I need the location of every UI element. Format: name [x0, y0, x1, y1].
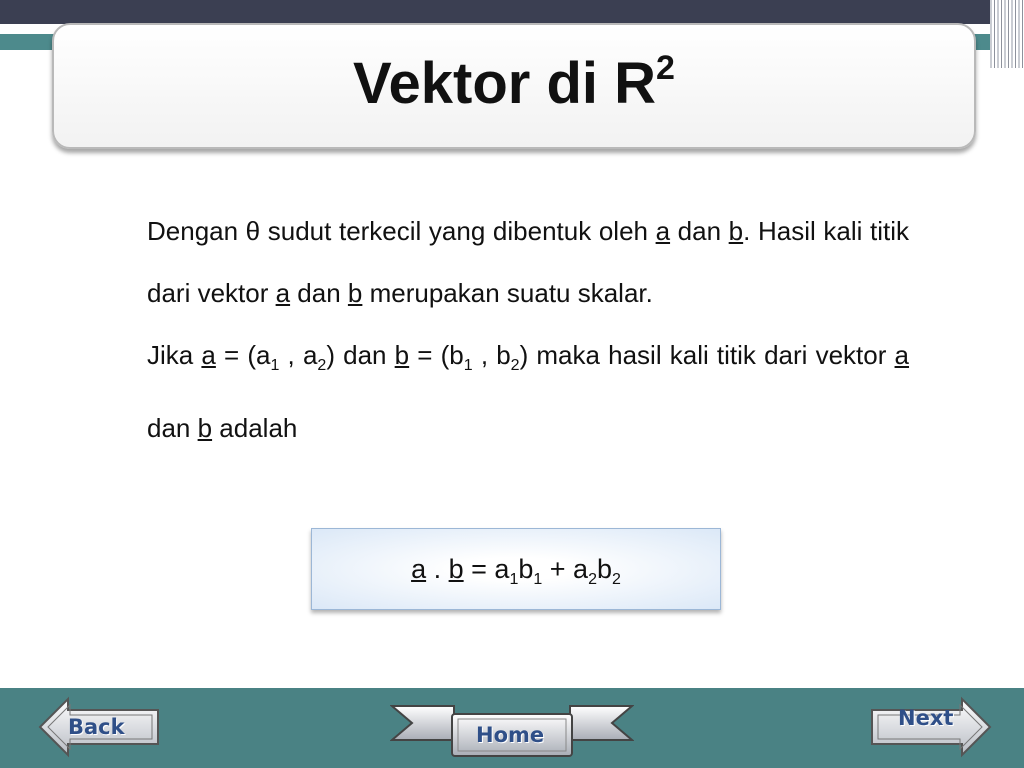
top-bar: [0, 0, 1024, 24]
text-run: = (a: [215, 340, 271, 370]
text-run: .: [426, 554, 449, 584]
text-run: Dengan θ sudut terkecil yang dibentuk oleh: [147, 216, 656, 246]
subscript: 1: [463, 357, 473, 374]
vector-a: a: [201, 340, 216, 370]
vector-a: a: [655, 216, 671, 246]
subscript: 2: [612, 571, 621, 588]
footer-bar: [0, 688, 1024, 768]
subscript: 1: [509, 571, 519, 588]
text-run: dan: [290, 278, 348, 308]
text-run: dan: [670, 216, 729, 246]
vector-b: b: [197, 413, 213, 443]
text-run: b: [518, 554, 534, 584]
vector-a: a: [275, 278, 291, 308]
next-label: Next: [898, 706, 954, 730]
text-run: ) dan: [326, 340, 395, 370]
home-label: Home: [476, 723, 545, 747]
text-run: Jika: [147, 340, 202, 370]
text-run: b: [596, 554, 613, 584]
back-button[interactable]: [38, 696, 162, 758]
subscript: 1: [270, 357, 280, 374]
slide-body: [147, 200, 909, 459]
vector-b: b: [347, 278, 363, 308]
next-button[interactable]: [868, 696, 992, 758]
subscript: 1: [533, 571, 543, 588]
paragraph-components: [147, 324, 909, 459]
text-run: , a: [279, 340, 318, 370]
text-run: merupakan suatu skalar.: [362, 278, 653, 308]
slide-title-superscript: 2: [656, 49, 675, 87]
vector-b: b: [728, 216, 744, 246]
text-run: ) maka hasil kali titik dari vektor: [519, 340, 895, 370]
vector-b: b: [448, 554, 464, 584]
back-label: Back: [68, 715, 125, 739]
text-run: = a: [463, 554, 510, 584]
decor-stripes: [990, 0, 1024, 68]
slide-title: [353, 49, 675, 117]
subscript: 2: [510, 357, 520, 374]
title-box: [52, 23, 976, 149]
decor-strip-left: [0, 34, 60, 50]
text-run: , b: [472, 340, 511, 370]
home-button[interactable]: [390, 700, 634, 760]
vector-a: a: [894, 340, 910, 370]
subscript: 2: [588, 571, 597, 588]
text-run: . Hasil kali titik dari vektor: [147, 216, 909, 308]
text-run: = (b: [409, 340, 464, 370]
text-run: + a: [542, 554, 589, 584]
vector-b: b: [394, 340, 410, 370]
slide-title-text: Vektor di R: [353, 51, 657, 116]
formula-box: [311, 528, 721, 610]
subscript: 2: [317, 357, 327, 374]
text-run: dan: [147, 413, 198, 443]
paragraph-definition: [147, 200, 909, 324]
vector-a: a: [411, 554, 427, 584]
text-run: adalah: [212, 413, 298, 443]
